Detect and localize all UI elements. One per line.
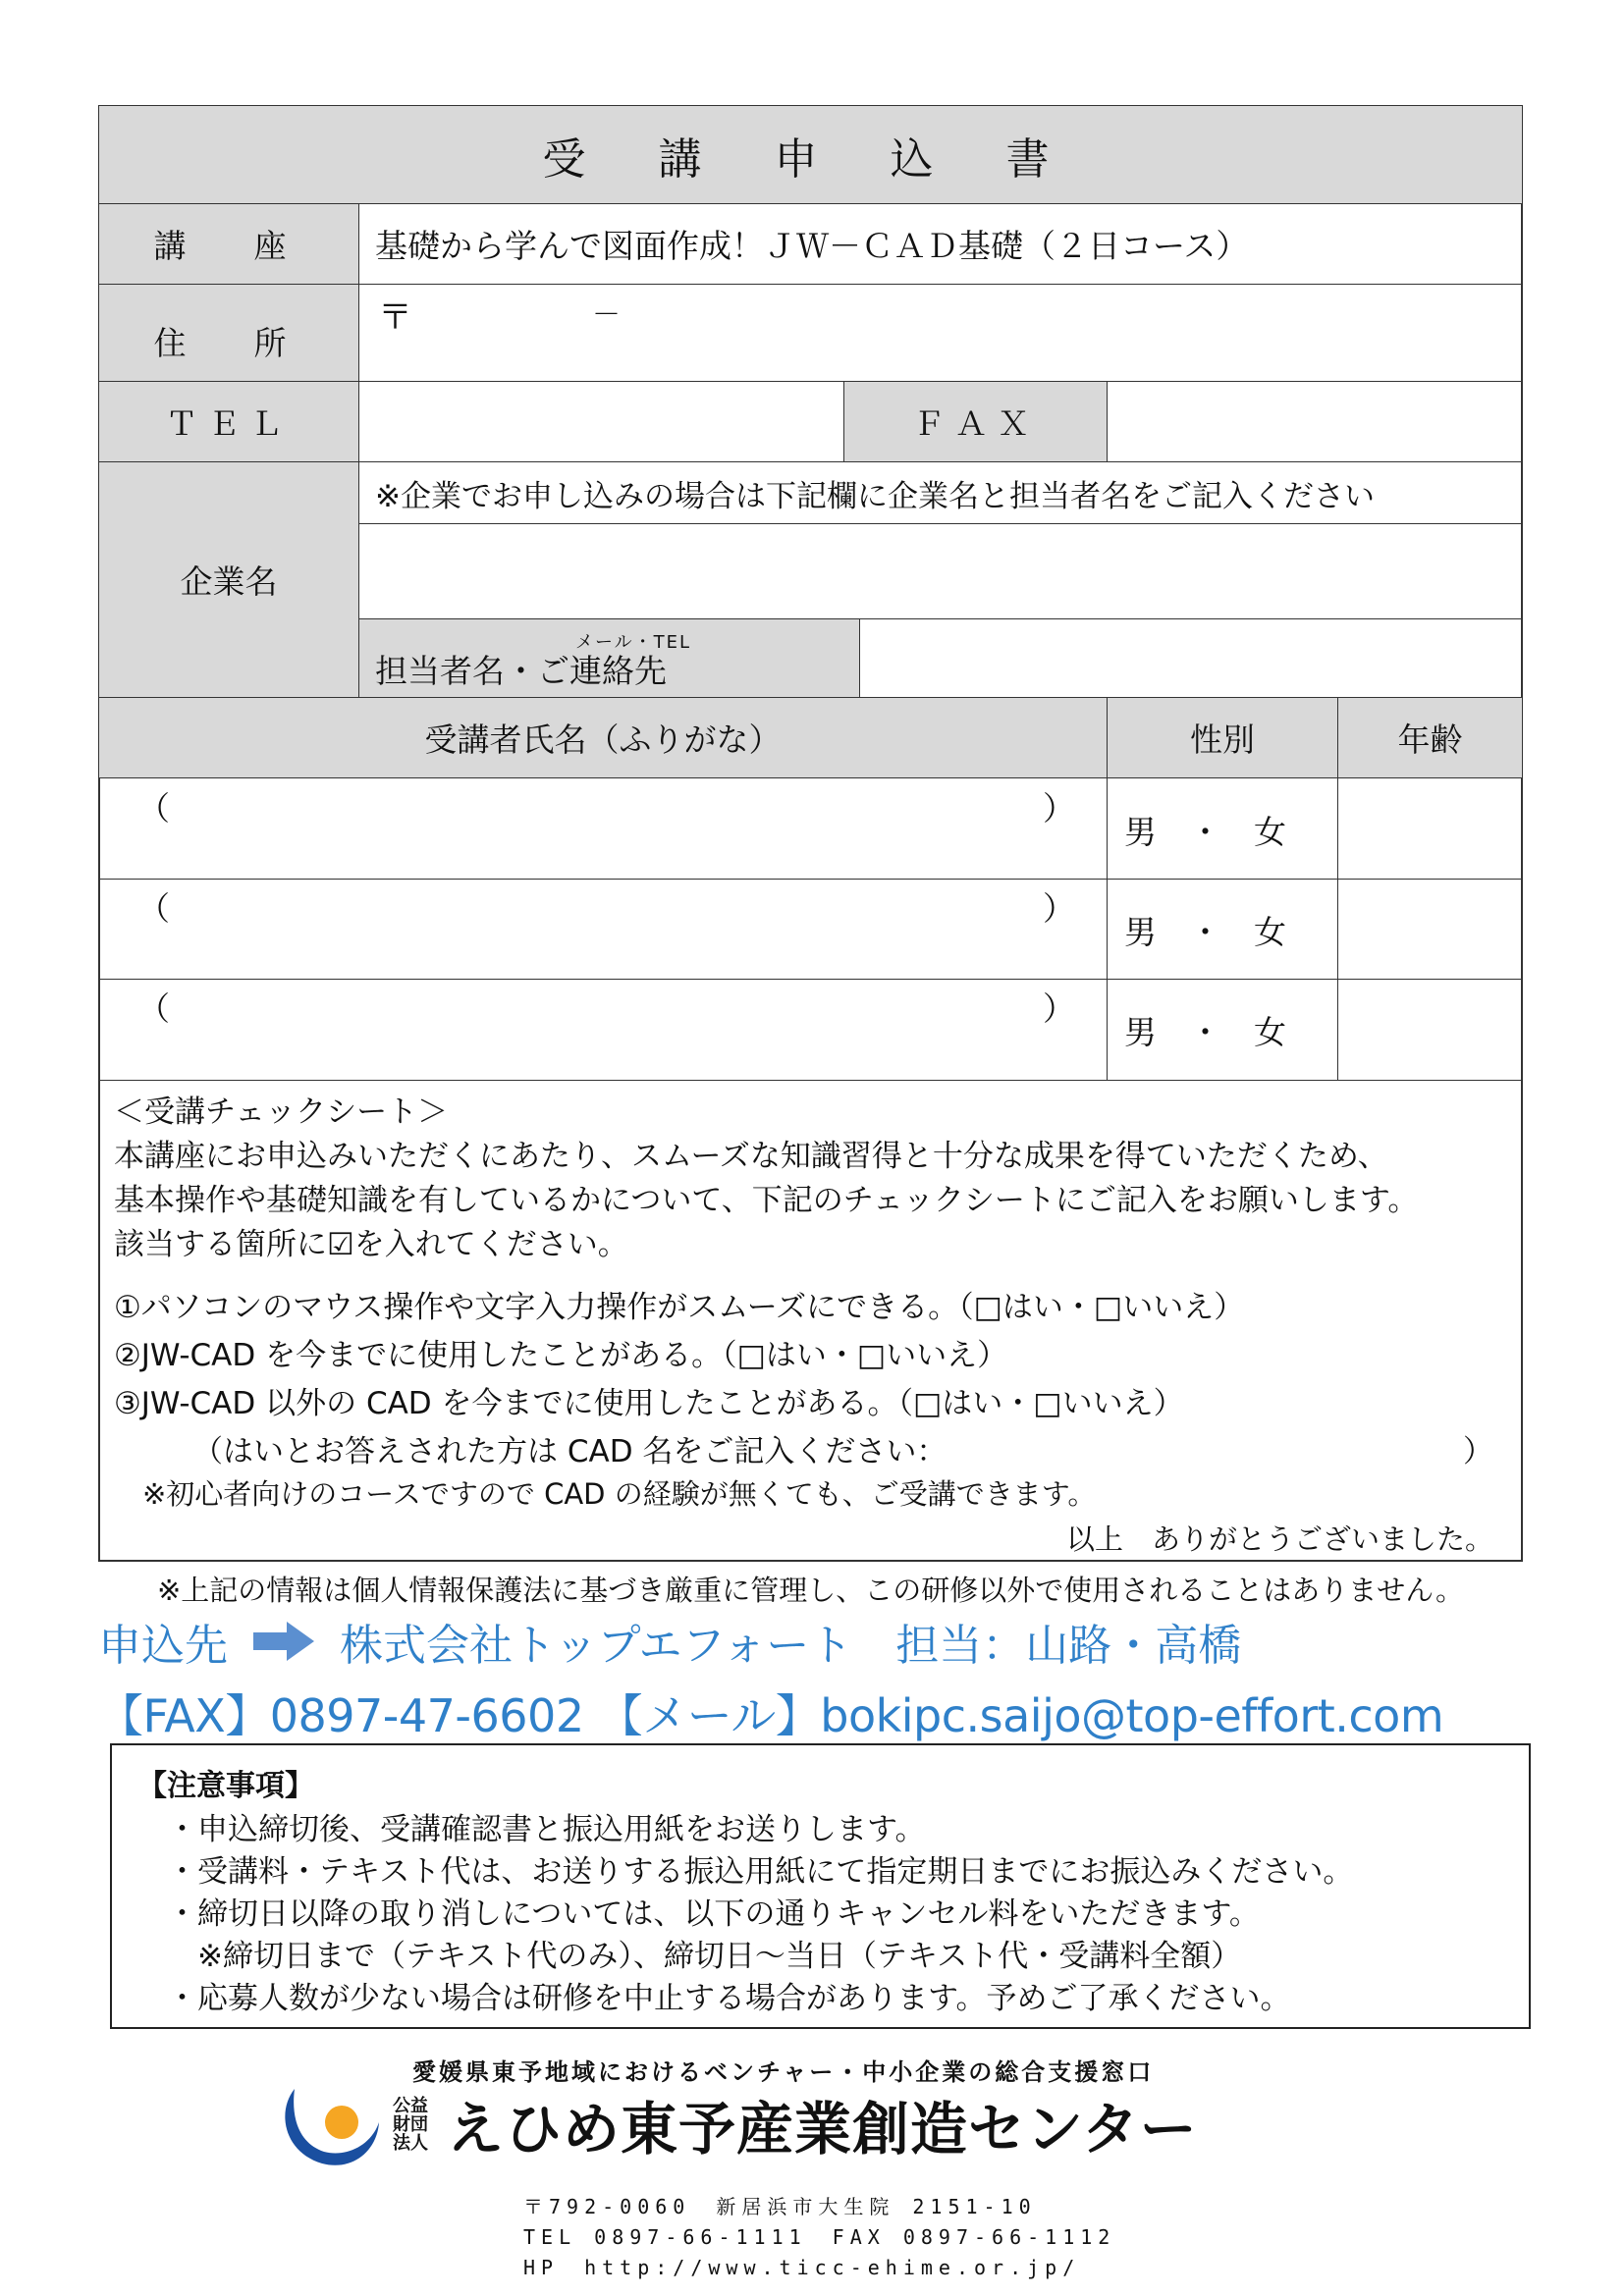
apply-contact[interactable]: 【FAX】0897-47-6602 【メール】bokipc.saijo@top-effort.com: [98, 1689, 1444, 1742]
gender-choice[interactable]: 男 ・ 女: [1124, 812, 1286, 851]
footer-address: 〒792-0060 新居浜市大生院 2151-10: [523, 2195, 1037, 2218]
notes-item: ※締切日まで（テキスト代のみ）、締切日～当日（テキスト代・受講料全額）: [167, 1939, 1242, 1974]
paren-close: ）: [1043, 889, 1075, 928]
beginner-note: ※初心者向けのコースですので CAD の経験が無くても、ご受講できます。: [142, 1477, 1097, 1511]
footer-web-link[interactable]: HP http://www.ticc-ehime.or.jp/: [523, 2256, 1081, 2279]
cad-name-prompt: （はいとお答えされた方は CAD 名をご記入ください：: [192, 1434, 947, 1469]
notes-item: ・応募人数が少ない場合は研修を中止する場合があります。予めご了承ください。: [167, 1981, 1291, 2016]
footer-tagline: 愛媛県東予地域におけるベンチャー・中小企業の総合支援窓口: [412, 2058, 1155, 2086]
tel-label: ＴＥＬ: [165, 404, 293, 443]
contact-ruby: メール・TEL: [575, 632, 692, 653]
paren-open: （: [137, 989, 170, 1028]
notes-item: ・締切日以降の取り消しについては、以下の通りキャンセル料をいただきます。: [167, 1896, 1260, 1932]
checksheet-intro-line: 該当する箇所に☑を入れてください。: [114, 1227, 628, 1262]
course-label: 講 座: [153, 227, 304, 265]
postal-dash: －: [592, 297, 622, 331]
checksheet-question[interactable]: ③JW-CAD 以外の CAD を今までに使用したことがある。（□はい・□いいえ）: [114, 1386, 1184, 1421]
company-name-input[interactable]: [360, 525, 1521, 617]
gender-choice[interactable]: 男 ・ 女: [1124, 1012, 1286, 1051]
checksheet-question[interactable]: ①パソコンのマウス操作や文字入力操作がスムーズにできる。（□はい・□いいえ）: [114, 1290, 1245, 1325]
apply-label: 申込先: [98, 1621, 228, 1671]
address-label: 住 所: [153, 323, 304, 362]
notes-item: ・受講料・テキスト代は、お送りする振込用紙にて指定期日までにお振込みください。: [167, 1854, 1354, 1890]
contact-input[interactable]: [861, 620, 1521, 696]
org-name: えひめ東予産業創造センター: [447, 2096, 1198, 2163]
notes-heading: 【注意事項】: [137, 1769, 314, 1803]
privacy-note: ※上記の情報は個人情報保護法に基づき厳重に管理し、この研修以外で使用されることはありません。: [157, 1574, 1465, 1607]
tel-input[interactable]: [360, 383, 841, 460]
fax-input[interactable]: [1109, 383, 1521, 460]
ticc-logo-icon: [277, 2081, 385, 2175]
form-title: 受 講 申 込 書: [542, 133, 1079, 185]
apply-company: 株式会社トップエフォート 担当：山路・高橋: [340, 1621, 1242, 1671]
footer-phone: TEL 0897-66-1111 FAX 0897-66-1112: [523, 2225, 1116, 2249]
attendee-name-header: 受講者氏名（ふりがな）: [424, 721, 782, 759]
checksheet-intro-line: 本講座にお申込みいただくにあたり、スムーズな知識習得と十分な成果を得ていただくため、: [114, 1139, 1388, 1174]
company-label: 企業名: [180, 562, 278, 601]
age-header: 年齢: [1397, 721, 1463, 759]
gender-header: 性別: [1190, 721, 1255, 759]
arrow-right-icon: [253, 1622, 314, 1665]
cad-name-close: ）: [1463, 1434, 1493, 1469]
company-note: ※企業でお申し込みの場合は下記欄に企業名と担当者名をご記入ください: [375, 478, 1375, 514]
postal-mark: 〒: [378, 298, 413, 338]
fax-label: ＦＡＸ: [912, 404, 1040, 443]
checksheet-heading: ＜受講チェックシート＞: [114, 1095, 449, 1130]
contact-label: 担当者名・ご連絡先: [375, 651, 667, 690]
checksheet-question[interactable]: ②JW-CAD を今までに使用したことがある。（□はい・□いいえ）: [114, 1338, 1008, 1373]
paren-open: （: [137, 789, 170, 828]
address-input[interactable]: [359, 324, 1522, 381]
paren-close: ）: [1043, 789, 1075, 828]
thanks-text: 以上 ありがとうございました。: [1066, 1522, 1494, 1556]
checksheet-intro-line: 基本操作や基礎知識を有しているかについて、下記のチェックシートにご記入をお願いします。: [114, 1183, 1419, 1218]
paren-close: ）: [1043, 989, 1075, 1028]
notes-item: ・申込締切後、受講確認書と振込用紙をお送りします。: [167, 1812, 926, 1847]
gender-choice[interactable]: 男 ・ 女: [1124, 912, 1286, 951]
cad-name-input[interactable]: [992, 1423, 1453, 1467]
org-type-label: 公益財団法人: [393, 2096, 428, 2154]
course-value: 基礎から学んで図面作成！ＪＷ－ＣＡＤ基礎（２日コース）: [375, 227, 1249, 265]
paren-open: （: [137, 889, 170, 928]
